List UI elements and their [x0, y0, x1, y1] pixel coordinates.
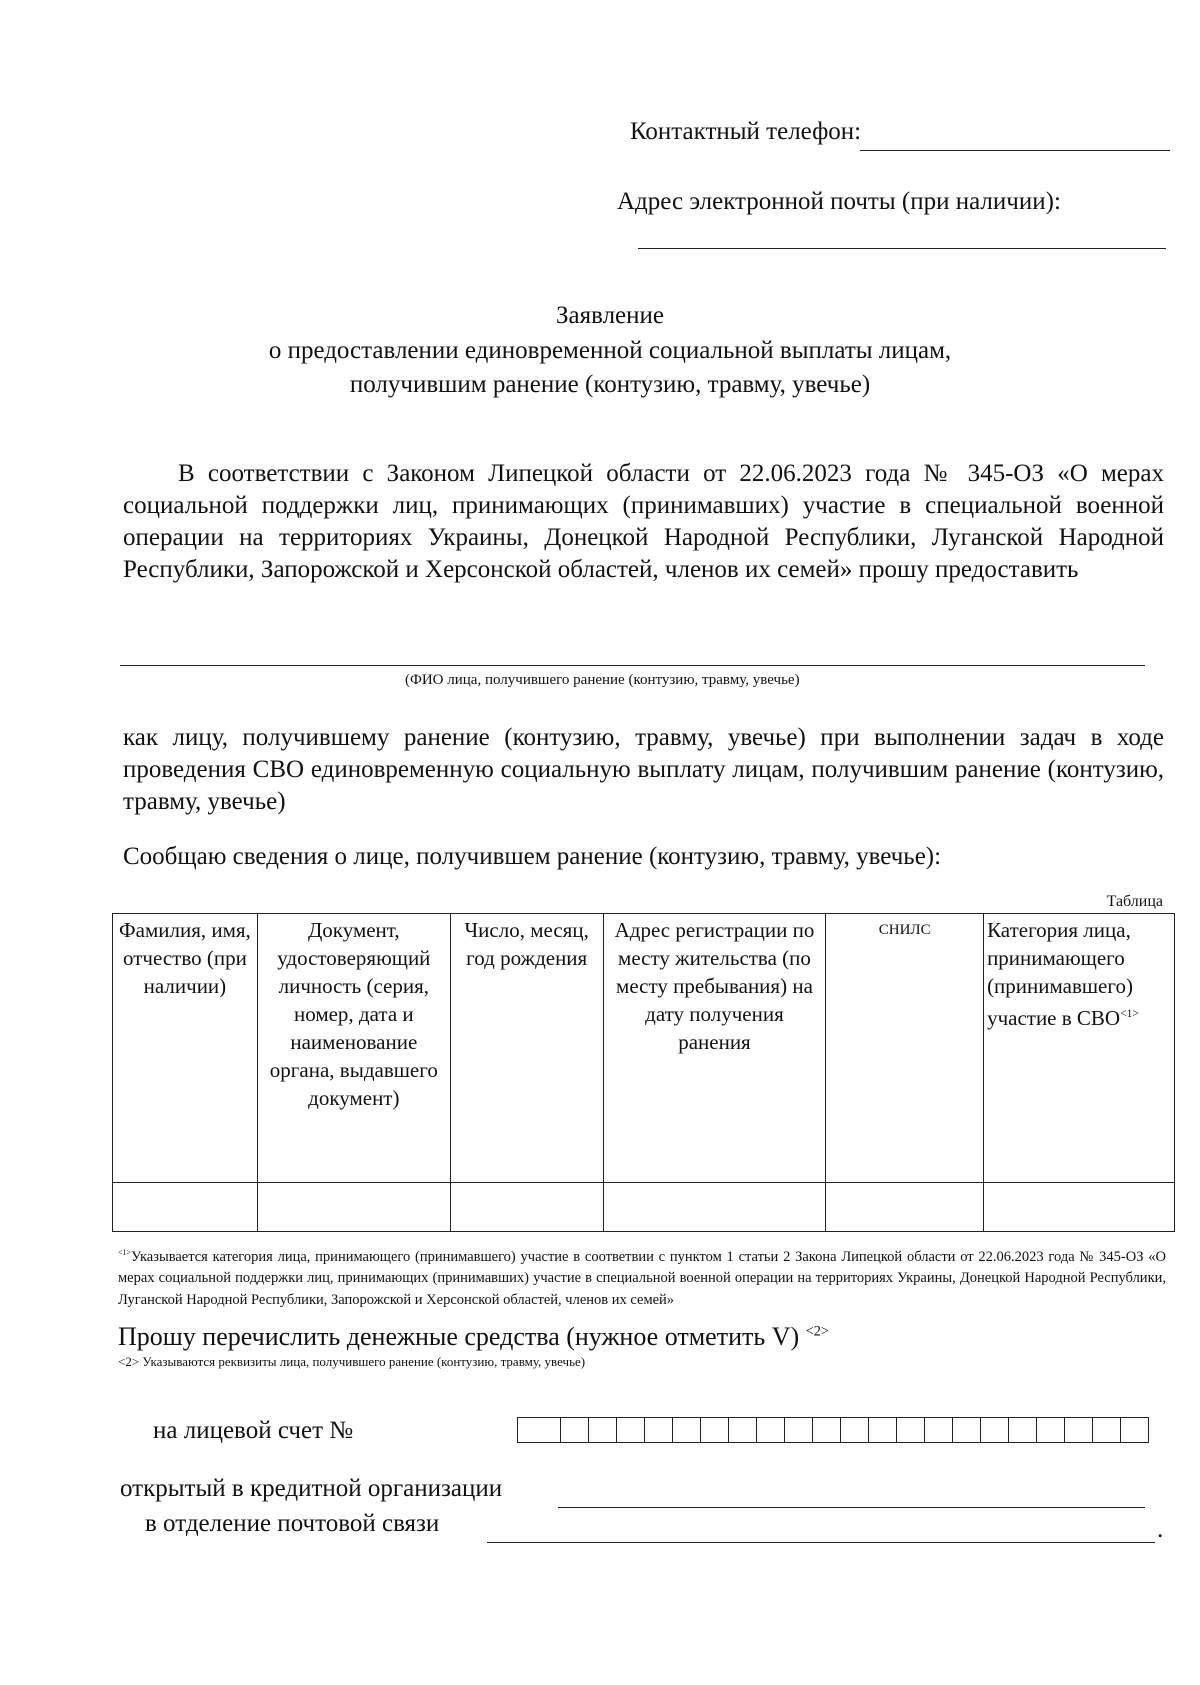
info-table — [112, 913, 1175, 1232]
doc-title: Заявление — [555, 302, 665, 329]
footnote-1 — [118, 1242, 1166, 1311]
phone-label: Контактный телефон: — [630, 118, 862, 145]
footnote-1-mark: <1> — [118, 1248, 131, 1257]
header-fio: Фамилия, имя, отчество (при наличии) — [113, 914, 258, 1183]
transfer-line — [118, 1322, 829, 1352]
fio-caption: (ФИО лица, получившего ранение (контузию, травму, увечье) — [405, 672, 800, 688]
doc-subtitle-1: о предоставлении единовременной социальной выплаты лицам, — [268, 337, 952, 364]
report-line: Сообщаю сведения о лице, получившем ранение (контузию, травму, увечье): — [123, 843, 942, 870]
cell-document[interactable] — [257, 1183, 450, 1232]
bank-label: открытый в кредитной организации — [120, 1475, 503, 1502]
header-snils: СНИЛС — [826, 914, 984, 1183]
table-header-row — [113, 914, 1175, 1183]
bank-field-line[interactable] — [558, 1507, 1145, 1508]
footnote-2: <2> Указываются реквизиты лица, получившего ранение (контузию, травму, увечье) — [118, 1354, 586, 1369]
account-label: на лицевой счет № — [153, 1417, 354, 1444]
header-category-text: Категория лица, принимающего (принимавшего) участие в СВО — [987, 918, 1133, 1030]
email-label: Адрес электронной почты (при наличии): — [617, 188, 1061, 215]
footnote-ref-1: <1> — [1120, 1008, 1139, 1020]
post-label: в отделение почтовой связи — [145, 1510, 440, 1537]
footnote-ref-2: <2> — [805, 1323, 829, 1340]
transfer-label: Прошу перечислить денежные средства (нужное отметить V) — [118, 1322, 800, 1351]
cell-birthdate[interactable] — [450, 1183, 603, 1232]
header-category — [984, 914, 1175, 1183]
cell-address[interactable] — [603, 1183, 826, 1232]
cell-fio[interactable] — [113, 1183, 258, 1232]
cell-snils[interactable] — [826, 1183, 984, 1232]
account-number-cells[interactable] — [517, 1417, 1149, 1443]
purpose-paragraph: как лицу, получившему ранение (контузию, травму, увечье) при выполнении задач в ходе проведения СВО единовременную социальную выплату лицам, получившим ранение (контузию, травму, увечье) — [123, 724, 1164, 815]
footnote-1-text: Указывается категория лица, принимающего (принимавшего) участие в соответвии с пунктом 1 статьи 2 Закона Липецкой области от 22.06.2023 года № 345-ОЗ «О мерах социальной поддержки лиц, принимающих (принимавших) участие в специальной военной операции на территориях Украины, Донецкой Народной Республики, Луганской Народной Республики, Запорожской и Херсонской областей, членов их семей» — [118, 1248, 1166, 1308]
intro-paragraph: В соответствии с Законом Липецкой области от 22.06.2023 года № 345-ОЗ «О мерах социальной поддержки лиц, принимающих (принимавших) участие в специальной военной операции на территориях Украины, Донецкой Народной Республики, Луганской Народной Республики, Запорожской и Херсонской областей, членов их семей» прошу предоставить — [123, 460, 1164, 583]
header-birthdate: Число, месяц, год рождения — [450, 914, 603, 1183]
header-document: Документ, удостоверяющий личность (серия, номер, дата и наименование органа, выдавшего документ) — [257, 914, 450, 1183]
fio-field-line[interactable] — [120, 665, 1145, 666]
table-label: Таблица — [1106, 893, 1163, 910]
post-end: . — [1157, 1516, 1164, 1543]
header-address: Адрес регистрации по месту жительства (по месту пребывания) на дату получения ранения — [603, 914, 826, 1183]
phone-field-line[interactable] — [860, 150, 1170, 151]
post-field-line[interactable] — [487, 1542, 1155, 1543]
table-row — [113, 1183, 1175, 1232]
cell-category[interactable] — [984, 1183, 1175, 1232]
email-field-line[interactable] — [638, 248, 1166, 249]
doc-subtitle-2: получившим ранение (контузию, травму, увечье) — [349, 371, 871, 398]
